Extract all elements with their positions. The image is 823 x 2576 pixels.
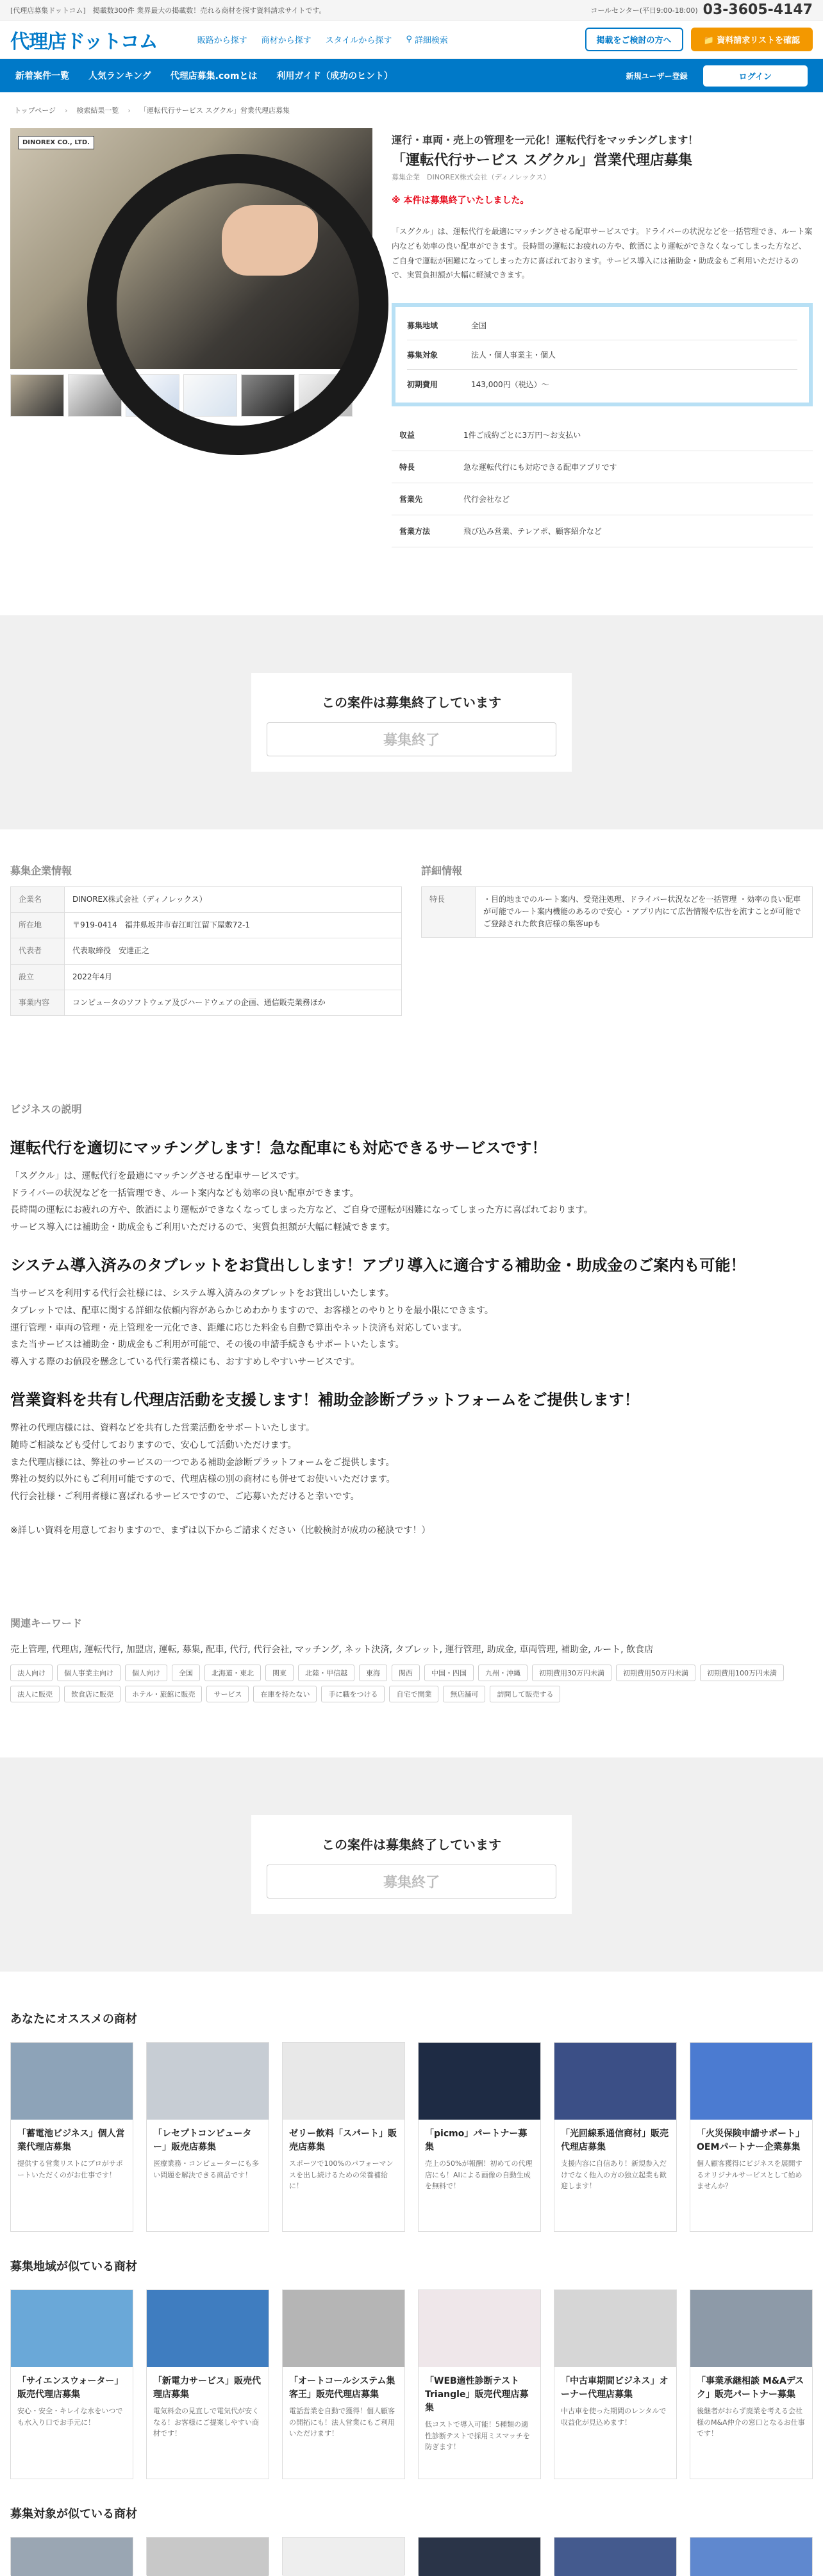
nav-by-style[interactable]: スタイルから探す	[325, 36, 392, 46]
sub-info-row	[392, 451, 813, 483]
section-heading: 募集企業情報	[10, 865, 72, 877]
business-paragraph: ※詳しい資料を用意しておりますので、まずは以下からご請求ください（比較検討が成功の秘訣です！）	[10, 1525, 431, 1536]
ended-button: 募集終了	[267, 1865, 556, 1899]
nav-detail-search-label: 詳細検索	[414, 36, 448, 46]
card-image	[419, 2290, 540, 2367]
request-list-label: 資料請求リストを確認	[717, 36, 800, 46]
gnav-ranking[interactable]: 人気ランキング	[88, 71, 151, 81]
keyword-tag[interactable]: 手に職をつける	[321, 1686, 385, 1702]
card-description: 電気料金の見直しで電気代が安くなる！お客様にご提案しやすい商材です！	[153, 2407, 259, 2438]
info-value: 急な運転代行にも対応できる配車アプリです	[463, 463, 617, 472]
business-paragraph: 運行管理・車両の管理・売上管理を一元化でき、距離に応じた料金も自動で算出やネット決済も対応しています。	[10, 1322, 467, 1333]
table-key: 設立	[11, 964, 65, 990]
nav-by-product[interactable]: 商材から探す	[261, 36, 312, 46]
card-title: 「蓄電池ビジネス」個人営業代理店募集	[17, 2129, 125, 2152]
product-card[interactable]	[282, 2537, 405, 2575]
listing-description: 「スグクル」は、運転代行を最適にマッチングさせる配車サービスです。ドライバーの状況などを一括管理でき、ルート案内なども効率の良い配車ができます。長時間の運転にお疲れの方や、飲酒により運転ができなくなってしまった方など、ご自身で運転が困難になってしまった方に喜ばれております。サービス導入には補助金・助成金もご利用いただけるので、実質負担額が大幅に軽減できます。	[392, 227, 813, 280]
section-heading: 詳細情報	[421, 865, 463, 877]
section-heading: 募集対象が似ている商材	[10, 2507, 137, 2521]
keyword-tag[interactable]: 初期費用30万円未満	[532, 1665, 611, 1681]
card-image	[554, 2538, 676, 2576]
card-description: 支援内容に自信あり！新規参入だけでなく他入の方の独立起業も歓迎します！	[561, 2159, 667, 2191]
steering-wheel-image	[87, 154, 388, 455]
product-card[interactable]	[690, 2042, 813, 2232]
listing-catchphrase: 運行・車両・売上の管理を一元化！運転代行をマッチングします！	[392, 134, 699, 146]
keyword-tag[interactable]: 無店舗可	[443, 1686, 485, 1702]
business-paragraph: また当サービスは補助金・助成金もご利用が可能で、その後の申請手続きもサポートいたします。	[10, 1340, 404, 1350]
nav-detail-search[interactable]	[406, 33, 448, 46]
info-key: 募集対象	[407, 351, 438, 360]
keyword-tag[interactable]: 全国	[172, 1665, 200, 1681]
card-title: 「事業承継相談 M&Aデスク」販売パートナー募集	[697, 2376, 804, 2400]
info-key: 募集地域	[407, 321, 438, 331]
product-card[interactable]	[554, 2289, 677, 2479]
register-link[interactable]: 新規ユーザー登録	[626, 71, 688, 81]
card-description: 売上の50%が報酬！初めての代理店にも！AIによる画像の自動生成を無料で！	[425, 2159, 533, 2191]
keyword-text: 売上管理, 代理店, 運転代行, 加盟店, 運転, 募集, 配車, 代行, 代行会社, マッチング, ネット決済, タブレット, 運行管理, 助成金, 車両管理, 補助金, ルート, 飲食店	[10, 1645, 654, 1655]
hand-image	[222, 205, 318, 276]
keyword-tag[interactable]: 法人に販売	[10, 1686, 60, 1702]
keyword-tag[interactable]: サービス	[206, 1686, 249, 1702]
table-value: 代表取締役 安達正之	[65, 938, 402, 964]
table-key: 企業名	[11, 887, 65, 913]
card-description: 電話営業を自動で獲得！個人顧客の開拓にも！法人営業にもご利用いただけます！	[289, 2407, 395, 2438]
keyword-tag[interactable]: 訪問して販売する	[490, 1686, 560, 1702]
info-tables	[0, 829, 823, 1101]
card-image	[554, 2043, 676, 2120]
business-paragraph: 弊社の契約以外にもご利用可能ですので、代理店様の別の商材にも併せてお使いいただけます。	[10, 1474, 395, 1485]
site-header	[0, 21, 823, 59]
product-card[interactable]	[282, 2042, 405, 2232]
card-image	[283, 2538, 404, 2576]
similar-target-section	[0, 2479, 823, 2575]
card-title: 「オートコールシステム集客王」販売代理店募集	[289, 2376, 395, 2400]
post-listing-button[interactable]: 掲載をご検討の方へ	[585, 28, 683, 51]
product-card[interactable]	[10, 2289, 133, 2479]
card-image	[283, 2043, 404, 2120]
card-title: 「レセプトコンピューター」販売店募集	[153, 2129, 252, 2152]
business-paragraph: 当サービスを利用する代行会社様には、システム導入済みのタブレットをお貸出しいたします。	[10, 1288, 394, 1299]
breadcrumb-current: 「運転代行サービス スグクル」営業代理店募集	[139, 106, 290, 115]
product-card[interactable]	[418, 2537, 541, 2575]
card-description: スポーツで100%のパフォーマンスを出し続けるための栄養補給に！	[289, 2159, 394, 2191]
table-value: 2022年4月	[65, 964, 402, 990]
detail-info-table	[421, 886, 813, 938]
business-paragraph	[10, 1505, 813, 1522]
recruitment-ended-banner	[0, 615, 823, 829]
table-value: 〒919-0414 福井県坂井市春江町江留下屋敷72-1	[65, 913, 402, 938]
keyword-tag[interactable]: 個人事業主向け	[57, 1665, 121, 1681]
keyword-tag[interactable]: 九州・沖縄	[478, 1665, 528, 1681]
card-title: 「新電力サービス」販売代理店募集	[153, 2376, 261, 2400]
card-image	[11, 2538, 133, 2576]
thumbnail[interactable]	[10, 374, 64, 417]
business-description	[0, 1101, 823, 1615]
card-image	[147, 2043, 269, 2120]
ended-button: 募集終了	[267, 722, 556, 756]
info-key: 収益	[399, 431, 415, 440]
keyword-tag[interactable]: 関東	[265, 1665, 294, 1681]
top-info-bar	[0, 0, 823, 21]
product-card[interactable]	[282, 2289, 405, 2479]
info-value: 法人・個人事業主・個人	[471, 351, 556, 360]
gnav-about[interactable]: 代理店募集.comとは	[170, 71, 258, 81]
card-description: 提供する営業リストにプロがサポートいただくのがお仕事です！	[17, 2159, 123, 2179]
info-row-target	[407, 340, 797, 370]
keyword-tag[interactable]: 法人向け	[10, 1665, 53, 1681]
table-row	[11, 913, 402, 938]
business-paragraph: 長時間の運転にお疲れの方や、飲酒により運転ができなくなってしまった方など、ご自身で運転が困難になってしまった方に喜ばれております。	[10, 1205, 593, 1216]
card-image	[554, 2290, 676, 2367]
main-image	[10, 128, 372, 369]
site-logo[interactable]: 代理店ドットコム	[10, 30, 158, 53]
table-row	[422, 887, 813, 938]
similar-area-section	[0, 2232, 823, 2479]
card-list	[10, 2042, 813, 2232]
section-heading: あなたにオススメの商材	[10, 2013, 137, 2026]
section-heading: 募集地域が似ている商材	[10, 2260, 137, 2273]
keyword-tag[interactable]: ホテル・旅館に販売	[125, 1686, 202, 1702]
info-key: 営業方法	[399, 527, 431, 536]
table-value: DINOREX株式会社（ディノレックス）	[65, 887, 402, 913]
info-row-initial-cost	[407, 370, 797, 399]
info-value: 飛び込み営業、テレアポ、顧客紹介など	[463, 527, 602, 536]
login-button[interactable]: ログイン	[703, 65, 808, 87]
keyword-tag[interactable]: 東海	[359, 1665, 387, 1681]
keyword-tag[interactable]: 北陸・甲信越	[298, 1665, 354, 1681]
ended-card	[251, 1815, 572, 1914]
ended-card	[251, 673, 572, 772]
chevron-right-icon: ›	[128, 106, 131, 115]
card-description: 医療業務・コンピューターにも多い問題を解決できる商品です！	[153, 2159, 259, 2179]
card-description: 安心・安全・キレイな水をいつでも水入り口でお手元に！	[17, 2407, 123, 2427]
business-subheading: システム導入済みのタブレットをお貸出しします！アプリ導入に適合する補助金・助成金のご案内も可能！	[10, 1256, 746, 1275]
info-key: 初期費用	[407, 380, 438, 390]
business-paragraph: 随時ご相談なども受付しておりますので、安心して活動いただけます。	[10, 1440, 297, 1450]
search-icon: ⚲	[406, 35, 412, 44]
sub-info-row	[392, 515, 813, 547]
business-subheading: 運転代行を適切にマッチングします！急な配車にも対応できるサービスです！	[10, 1139, 547, 1157]
site-tagline: [代理店募集ドットコム] 掲載数300件 業界最大の掲載数！売れる商材を探す資料請求サイトです。	[10, 6, 326, 15]
card-list	[10, 2289, 813, 2479]
card-title: 「picmo」パートナー募集	[425, 2129, 528, 2152]
keyword-tag[interactable]: 関西	[392, 1665, 420, 1681]
breadcrumb-results[interactable]: 検索結果一覧	[76, 106, 119, 115]
company-info-section	[10, 863, 402, 1101]
listing-company: 募集企業 DINOREX株式会社（ディノレックス）	[392, 173, 551, 181]
recommend-section	[0, 1972, 823, 2232]
product-card[interactable]	[554, 2042, 677, 2232]
sub-info-row	[392, 419, 813, 451]
section-heading: 関連キーワード	[10, 1617, 83, 1629]
card-image	[690, 2043, 812, 2120]
business-subheading: 営業資料を共有し代理店活動を支援します！補助金診断プラットフォームをご提供します！	[10, 1391, 640, 1409]
card-image	[11, 2290, 133, 2367]
product-card[interactable]	[10, 2042, 133, 2232]
ended-title: この案件は募集終了しています	[322, 1837, 501, 1852]
card-title: 「サイエンスウォーター」販売代理店募集	[17, 2376, 124, 2400]
info-value: 1件ご成約ごとに3万円〜お支払い	[463, 431, 581, 440]
table-row	[11, 887, 402, 913]
callcenter-label: コールセンター(平日9:00-18:00)	[590, 6, 698, 15]
card-title: 「光回線系通信商材」販売代理店募集	[561, 2129, 669, 2152]
card-image	[147, 2538, 269, 2576]
detail-info-section	[421, 863, 813, 1101]
listing-detail	[392, 128, 813, 615]
company-info-table	[10, 886, 402, 1016]
business-paragraph: 代行会社様・ご利用者様に喜ばれるサービスですので、ご応募いただけると幸いです。	[10, 1491, 360, 1502]
tag-list	[10, 1665, 813, 1702]
info-row-area	[407, 311, 797, 340]
keyword-tag[interactable]: 中国・四国	[424, 1665, 474, 1681]
table-key: 代表者	[11, 938, 65, 964]
info-value: 143,000円（税込）～	[471, 380, 549, 390]
phone-number[interactable]: 03-3605-4147	[702, 2, 813, 18]
info-value: 全国	[471, 321, 487, 331]
business-paragraph: ドライバーの状況などを一括管理でき、ルート案内なども効率の良い配車ができます。	[10, 1188, 359, 1199]
company-logo-badge: DINOREX CO., LTD.	[18, 136, 94, 149]
breadcrumb	[0, 92, 823, 128]
breadcrumb-top[interactable]: トップページ	[14, 106, 56, 115]
header-nav	[197, 33, 448, 46]
recruitment-ended-banner	[0, 1757, 823, 1972]
keyword-tag[interactable]: 個人向け	[125, 1665, 167, 1681]
listing-hero	[0, 128, 823, 615]
product-card[interactable]	[418, 2042, 541, 2232]
card-description: 後継者がおらず廃業を考える会社様のM&A仲介の窓口となるお仕事です！	[697, 2407, 805, 2438]
keyword-tag[interactable]: 飲食店に販売	[64, 1686, 121, 1702]
info-key: 営業先	[399, 495, 423, 504]
business-paragraph: 弊社の代理店様には、資料などを共有した営業活動をサポートいたします。	[10, 1423, 315, 1434]
table-row	[11, 964, 402, 990]
table-row	[11, 990, 402, 1015]
table-key: 事業内容	[11, 990, 65, 1015]
nav-by-channel[interactable]: 販路から探す	[197, 36, 247, 46]
request-list-button[interactable]	[691, 28, 813, 51]
card-description: 低コストで導入可能！5種類の適性診断テストで採用ミスマッチを防ぎます！	[425, 2420, 530, 2452]
business-paragraph: 「スグクル」は、運転代行を最適にマッチングさせる配車サービスです。	[10, 1171, 304, 1181]
sub-info-list	[392, 419, 813, 547]
business-paragraph: サービス導入には補助金・助成金もご利用いただけるので、実質負担額が大幅に軽減できます。	[10, 1222, 395, 1233]
card-title: 「WEB適性診断テスト Triangle」販売代理店募集	[425, 2376, 529, 2413]
product-card[interactable]	[146, 2042, 269, 2232]
card-title: 「火災保険申請サポート」OEMパートナー企業募集	[697, 2129, 804, 2152]
global-nav	[0, 59, 823, 92]
product-card[interactable]	[146, 2537, 269, 2575]
card-title: 「中古車期間ビジネス」オーナー代理店募集	[561, 2376, 669, 2400]
gnav-guide[interactable]: 利用ガイド（成功のヒント）	[276, 71, 394, 81]
info-key: 特長	[399, 463, 415, 472]
key-info-box	[392, 303, 813, 406]
table-key: 特長	[422, 887, 476, 938]
card-image	[11, 2043, 133, 2120]
business-paragraph: 導入する際のお値段を懸念している代行業者様にも、おすすめしやすいサービスです。	[10, 1356, 360, 1367]
product-card[interactable]	[418, 2289, 541, 2479]
card-image	[147, 2290, 269, 2367]
keyword-tag[interactable]: 在庫を持たない	[253, 1686, 317, 1702]
listing-title: 「運転代行サービス スグクル」営業代理店募集	[392, 153, 693, 169]
table-key: 所在地	[11, 913, 65, 938]
card-image	[419, 2043, 540, 2120]
card-image	[690, 2538, 812, 2576]
keyword-tag[interactable]: 初期費用50万円未満	[616, 1665, 695, 1681]
keyword-tag[interactable]: 初期費用100万円未満	[700, 1665, 784, 1681]
table-row	[11, 938, 402, 964]
card-description: 中古車を使った期間のレンタルで収益化が見込めます！	[561, 2407, 667, 2427]
table-value: ・目的地までのルート案内、受発注処理、ドライバー状況などを一括管理 ・効率の良い配車が可能でルート案内機能のあるので安心 ・アプリ内にて広告情報や広告を流すことが可能でご登録された飲食店様の集客upも	[476, 887, 813, 938]
card-image	[690, 2290, 812, 2367]
product-card[interactable]	[554, 2537, 677, 2575]
card-image	[283, 2290, 404, 2367]
keyword-tag[interactable]: 北海道・東北	[204, 1665, 261, 1681]
card-title: ゼリー飲料「スパート」販売店募集	[289, 2129, 397, 2152]
product-card[interactable]	[690, 2289, 813, 2479]
keyword-tag[interactable]: 自宅で開業	[389, 1686, 438, 1702]
card-image	[419, 2538, 540, 2576]
info-value: 代行会社など	[463, 495, 510, 504]
keywords-section	[0, 1615, 823, 1757]
business-paragraph: タブレットでは、配車に関する詳細な依頼内容があらかじめわかりますので、お客様とのやりとりを最小限にできます。	[10, 1305, 494, 1316]
product-card[interactable]	[146, 2289, 269, 2479]
ended-title: この案件は募集終了しています	[322, 695, 501, 710]
section-heading: ビジネスの説明	[10, 1103, 82, 1115]
listing-ended-notice: ※ 本件は募集終了いたしました。	[392, 195, 529, 206]
product-card[interactable]	[10, 2537, 133, 2575]
image-gallery	[10, 128, 372, 615]
table-value: コンピュータのソフトウェア及びハードウェアの企画、通信販売業務ほか	[65, 990, 402, 1015]
folder-icon: 📁	[703, 36, 714, 46]
product-card[interactable]	[690, 2537, 813, 2575]
business-paragraph: また代理店様には、弊社のサービスの一つである補助金診断プラットフォームをご提供します。	[10, 1457, 395, 1468]
chevron-right-icon: ›	[65, 106, 68, 115]
card-list	[10, 2537, 813, 2575]
gnav-new-listings[interactable]: 新着案件一覧	[15, 71, 69, 81]
card-description: 個人顧客獲得にビジネスを展開するオリジナルサービスとして始めませんか？	[697, 2159, 802, 2191]
sub-info-row	[392, 483, 813, 515]
